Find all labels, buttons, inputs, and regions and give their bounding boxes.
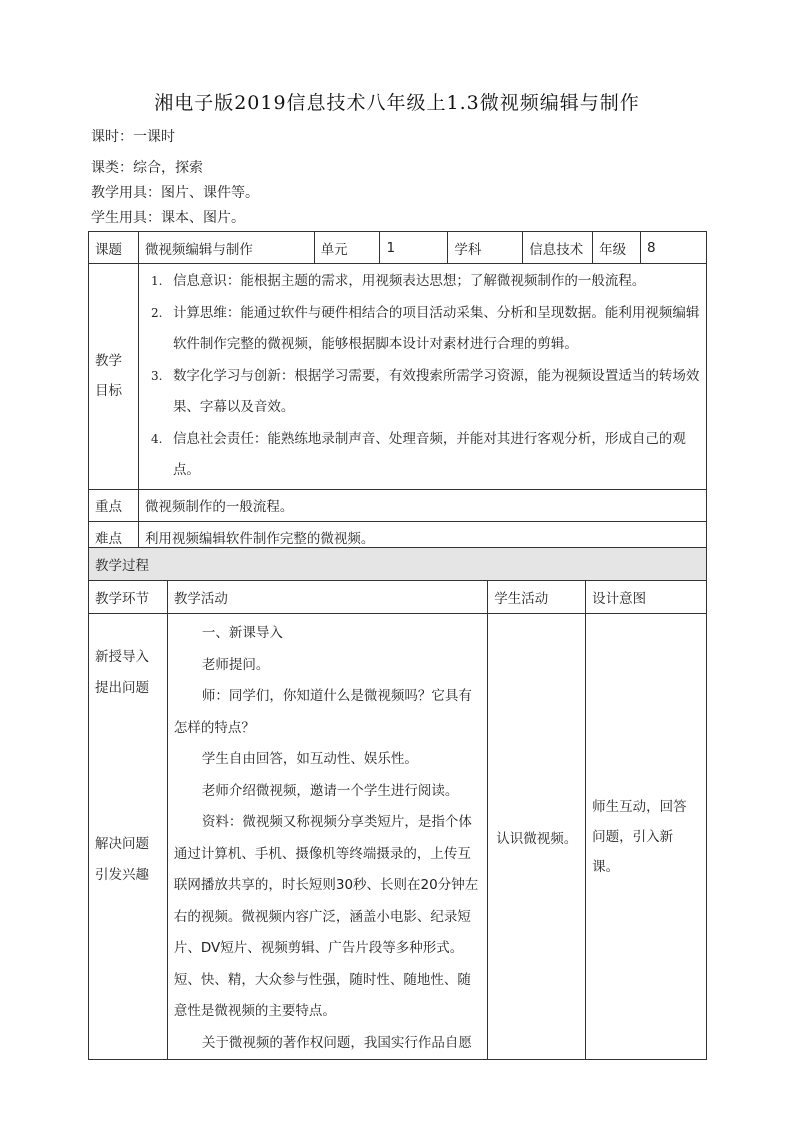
- goals-list-cell: [138, 264, 706, 490]
- goals-label: [89, 264, 139, 490]
- goal-text: 数字化学习与创新：根据学习需要，有效搜索所需学习资源，能为视频设置适当的转场效果、字幕以及音效。: [172, 367, 700, 415]
- goals-label-line1: 教学: [95, 353, 122, 370]
- goal-number: 3.: [150, 368, 163, 383]
- header-activity: 教学活动: [167, 581, 487, 614]
- subject-value: 信息技术: [523, 232, 593, 264]
- meta-category: 课类：综合，探索: [91, 160, 203, 176]
- goal-item: [147, 298, 700, 361]
- lesson-info-table: [88, 231, 707, 554]
- goal-text: 信息社会责任：能熟练地录制声音、处理音频，并能对其进行客观分析，形成自己的观点。: [172, 430, 686, 478]
- process-section-title: 教学过程: [89, 548, 707, 581]
- topic-label: 课题: [89, 232, 139, 264]
- goal-text: 信息意识：能根据主题的需求，用视频表达思想；了解微视频制作的一般流程。: [172, 273, 646, 289]
- step-solve-question: 解决问题: [95, 836, 149, 852]
- teaching-process-table: [88, 547, 707, 1060]
- grade-value: 8: [641, 232, 707, 264]
- page-title: 湘电子版2019信息技术八年级上1.3微视频编辑与制作: [154, 92, 640, 114]
- goals-list: [147, 266, 700, 487]
- key-point-label: 重点: [89, 489, 139, 521]
- subject-label: 学科: [448, 232, 523, 264]
- process-body-row: [89, 614, 707, 1060]
- header-step: 教学环节: [89, 581, 168, 614]
- step-pose-question: 提出问题: [95, 680, 149, 696]
- activity-cell: [167, 614, 487, 1060]
- goal-item: [147, 361, 700, 424]
- goal-item: [147, 266, 700, 298]
- meta-teacher-tools: 教学用具：图片、课件等。: [91, 185, 259, 201]
- meta-student-tools: 学生用具：课本、图片。: [91, 210, 245, 226]
- header-design-intent: 设计意图: [586, 581, 707, 614]
- difficult-point-value: 利用视频编辑软件制作完整的微视频。: [138, 521, 706, 553]
- student-activity-cell: 认识微视频。: [488, 614, 586, 1060]
- unit-value: 1: [380, 232, 448, 264]
- difficult-point-label: 难点: [89, 521, 139, 553]
- goals-row: [89, 264, 707, 490]
- activity-paragraph: 学生自由回答，如互动性、娱乐性。: [201, 751, 418, 767]
- goals-label-line2: 目标: [95, 383, 122, 400]
- process-header-row: [89, 581, 707, 614]
- step-new-lesson: 新授导入: [95, 649, 149, 665]
- goal-number: 2.: [150, 305, 163, 320]
- activity-paragraph: 老师提问。: [201, 656, 270, 673]
- meta-period: 课时：一课时: [91, 129, 175, 145]
- step-cell: [89, 614, 168, 1060]
- activity-paragraph: 老师介绍微视频，邀请一个学生进行阅读。: [201, 782, 459, 799]
- info-row: [89, 232, 707, 264]
- key-point-row: [89, 489, 707, 521]
- design-intent-cell: 师生互动，回答问题，引入新课。: [586, 614, 707, 1060]
- activity-paragraph: 一、新课导入: [201, 625, 283, 641]
- goal-item: [147, 424, 700, 487]
- goal-number: 1.: [150, 274, 163, 288]
- goal-number: 4.: [150, 431, 163, 446]
- key-point-value: 微视频制作的一般流程。: [138, 489, 706, 521]
- topic-value: 微视频编辑与制作: [138, 232, 314, 264]
- goal-text: 计算思维：能通过软件与硬件相结合的项目活动采集、分析和呈现数据。能利用视频编辑软件制作完整的微视频，能够根据脚本设计对素材进行合理的剪辑。: [172, 304, 700, 352]
- header-student-activity: 学生活动: [488, 581, 586, 614]
- unit-label: 单元: [314, 232, 380, 264]
- activity-paragraph: 师：同学们，你知道什么是微视频吗？它具有怎样的特点？: [173, 688, 472, 736]
- activity-paragraph: 资料：微视频又称视频分享类短片，是指个体通过计算机、手机、摄像机等终端摄录的，上传互联网播放共享的，时长短则30秒、长则在20分钟左右的视频。微视频内容广泛，涵盖小电影、纪录短片、DV短片、视频剪辑、广告片段等多种形式。短、快、精，大众参与性强，随时性、随地性、随意性是微视频的主要特点。: [173, 814, 479, 1019]
- step-inspire-interest: 引发兴趣: [95, 867, 149, 883]
- grade-label: 年级: [593, 232, 641, 264]
- activity-paragraph: 关于微视频的著作权问题，我国实行作品自愿: [201, 1034, 472, 1051]
